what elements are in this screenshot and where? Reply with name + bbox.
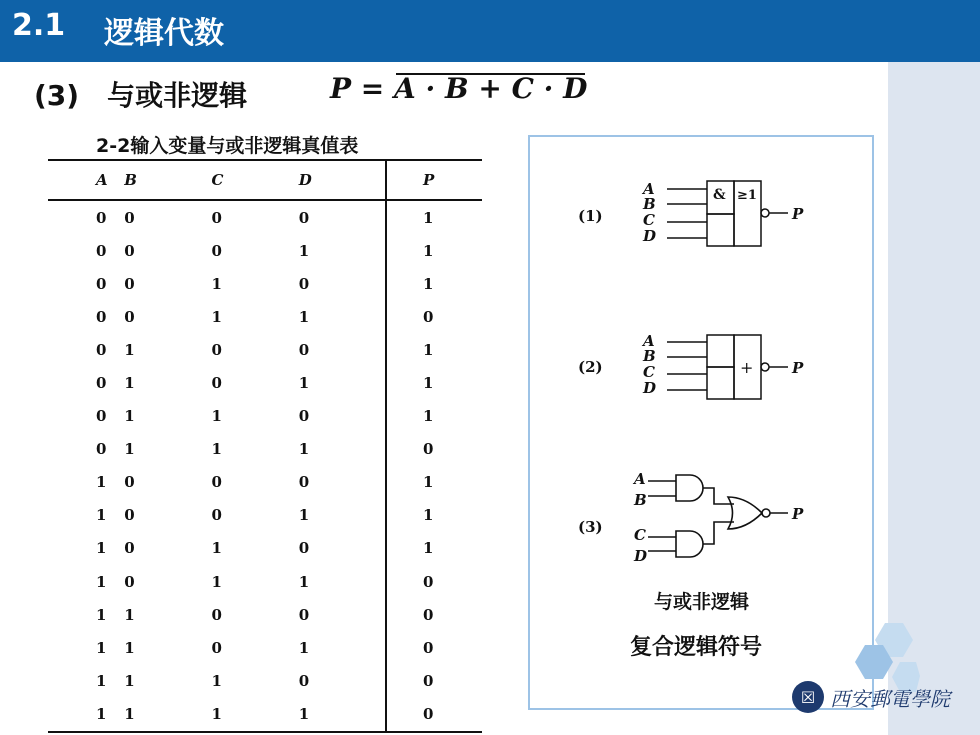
cell-D: 0 — [298, 671, 310, 690]
cell-P: 0 — [386, 664, 482, 697]
cell-P: 1 — [386, 466, 482, 499]
table-row — [48, 267, 482, 300]
symbol-1-input-C: C — [643, 211, 655, 229]
cell-B: 1 — [124, 671, 135, 690]
table-row — [48, 532, 482, 565]
symbol-1-output: P — [792, 205, 804, 223]
symbol-3-output: P — [792, 505, 804, 523]
table-row — [48, 300, 482, 333]
symbol-diagram-box — [528, 135, 874, 710]
cell-B: 1 — [124, 407, 135, 426]
cell-B: 0 — [124, 539, 135, 558]
cell-D: 0 — [298, 605, 310, 624]
cell-A: 0 — [96, 208, 107, 227]
cell-P: 1 — [386, 267, 482, 300]
cell-D: 0 — [298, 473, 310, 492]
table-row — [48, 664, 482, 697]
table-header-row — [48, 160, 482, 200]
section-number: 2.1 — [12, 8, 66, 43]
cell-P: 0 — [386, 565, 482, 598]
symbol-1-label: (1) — [578, 207, 603, 225]
university-emblem-icon: ☒ — [792, 681, 824, 713]
symbol-1-input-D: D — [643, 227, 657, 245]
header-A: A — [48, 160, 123, 200]
table-row — [48, 466, 482, 499]
symbol-3-input-C: C — [634, 526, 646, 544]
cell-A: 1 — [96, 506, 107, 525]
cell-C: 0 — [211, 340, 222, 359]
cell-D: 0 — [298, 274, 310, 293]
cell-B: 0 — [124, 274, 135, 293]
cell-D: 0 — [298, 208, 310, 227]
table-row — [48, 200, 482, 234]
cell-P: 0 — [386, 598, 482, 631]
symbol-1-input-B: B — [643, 195, 656, 213]
cell-B: 0 — [124, 241, 135, 260]
table-row — [48, 234, 482, 267]
symbol-2-input-B: B — [643, 347, 656, 365]
symbol-2-label: (2) — [578, 358, 603, 376]
symbol-2-input-A: A — [643, 332, 655, 350]
cell-C: 0 — [211, 506, 222, 525]
truth-table — [48, 159, 482, 733]
cell-B: 0 — [124, 473, 135, 492]
cell-D: 1 — [298, 374, 310, 393]
caption-and-or-invert: 与或非逻辑 — [654, 591, 750, 613]
cell-B: 1 — [124, 638, 135, 657]
plus-sign: + — [740, 358, 754, 377]
header-bar — [0, 0, 980, 62]
cell-P: 1 — [386, 366, 482, 399]
symbol-3-input-D: D — [634, 547, 648, 565]
symbol-2-gate — [667, 335, 788, 399]
table-row — [48, 598, 482, 631]
cell-D: 1 — [298, 506, 310, 525]
cell-C: 1 — [211, 274, 222, 293]
cell-P: 1 — [386, 234, 482, 267]
cell-C: 0 — [211, 241, 222, 260]
cell-P: 1 — [386, 200, 482, 234]
subtitle-number: (3) — [34, 79, 80, 112]
table-row — [48, 697, 482, 731]
cell-C: 0 — [211, 374, 222, 393]
table-row — [48, 499, 482, 532]
cell-B: 0 — [124, 506, 135, 525]
cell-P: 1 — [386, 532, 482, 565]
cell-D: 1 — [298, 572, 310, 591]
cell-C: 1 — [211, 307, 222, 326]
cell-B: 0 — [124, 572, 135, 591]
cell-C: 1 — [211, 407, 222, 426]
university-name: 西安郵電學院 — [830, 686, 950, 711]
cell-A: 0 — [96, 241, 107, 260]
cell-P: 0 — [386, 631, 482, 664]
cell-B: 1 — [124, 374, 135, 393]
cell-C: 1 — [211, 572, 222, 591]
table-row — [48, 400, 482, 433]
symbol-1-gate — [667, 181, 788, 246]
symbol-3-gates — [648, 475, 788, 557]
table-row — [48, 333, 482, 366]
subtitle-text: 与或非逻辑 — [107, 79, 248, 112]
symbol-3-input-B: B — [634, 491, 647, 509]
cell-C: 1 — [210, 697, 297, 731]
symbol-2-input-D: D — [643, 379, 657, 397]
cell-B: 1 — [124, 605, 135, 624]
cell-D: 0 — [298, 340, 310, 359]
cell-A: 1 — [96, 473, 107, 492]
cell-A: 1 — [48, 697, 123, 731]
cell-D: 0 — [298, 407, 310, 426]
cell-P: 0 — [386, 300, 482, 333]
cell-A: 1 — [96, 671, 107, 690]
cell-P: 1 — [386, 499, 482, 532]
formula-lhs: P = — [330, 72, 385, 105]
cell-B: 0 — [124, 208, 135, 227]
cell-A: 0 — [96, 274, 107, 293]
cell-A: 0 — [96, 374, 107, 393]
cell-D: 1 — [298, 638, 310, 657]
formula-rhs: A · B + C · D — [394, 72, 588, 105]
table-row — [48, 565, 482, 598]
cell-A: 0 — [96, 340, 107, 359]
or-sign: ≥1 — [737, 188, 757, 203]
cell-P: 0 — [386, 433, 482, 466]
cell-B: 1 — [124, 440, 135, 459]
cell-P: 1 — [386, 333, 482, 366]
cell-D: 1 — [298, 307, 310, 326]
logic-symbols — [530, 137, 872, 708]
cell-D: 1 — [298, 241, 310, 260]
slide-title: 逻辑代数 — [104, 16, 224, 51]
cell-D: 1 — [298, 697, 386, 731]
symbol-3-label: (3) — [578, 518, 603, 536]
cell-A: 1 — [96, 638, 107, 657]
cell-B: 0 — [124, 307, 135, 326]
cell-P: 0 — [386, 697, 482, 731]
cell-A: 0 — [96, 307, 107, 326]
header-B: B — [123, 160, 210, 200]
cell-C: 0 — [211, 473, 222, 492]
cell-C: 0 — [211, 208, 222, 227]
cell-D: 1 — [298, 440, 310, 459]
header-C: C — [210, 160, 297, 200]
cell-C: 1 — [211, 440, 222, 459]
table-title: 2-2输入变量与或非逻辑真值表 — [96, 135, 359, 157]
cell-C: 1 — [211, 539, 222, 558]
subtitle — [34, 74, 247, 114]
cell-P: 1 — [386, 400, 482, 433]
cell-B: 1 — [124, 340, 135, 359]
university-logo — [792, 680, 950, 714]
cell-B: 1 — [123, 697, 210, 731]
cell-A: 1 — [96, 605, 107, 624]
symbol-1-input-A: A — [643, 180, 655, 198]
header-D: D — [298, 160, 386, 200]
cell-A: 1 — [96, 539, 107, 558]
cell-A: 1 — [96, 572, 107, 591]
cell-C: 1 — [211, 671, 222, 690]
cell-A: 0 — [96, 440, 107, 459]
table-row — [48, 433, 482, 466]
table-row — [48, 631, 482, 664]
header-P: P — [386, 160, 482, 200]
table-row — [48, 366, 482, 399]
formula — [330, 72, 587, 105]
symbol-2-output: P — [792, 359, 804, 377]
symbol-3-input-A: A — [634, 470, 646, 488]
symbol-2-input-C: C — [643, 363, 655, 381]
caption-composite-symbol: 复合逻辑符号 — [630, 635, 763, 660]
cell-C: 0 — [211, 638, 222, 657]
cell-C: 0 — [211, 605, 222, 624]
cell-A: 0 — [96, 407, 107, 426]
cell-D: 0 — [298, 539, 310, 558]
and-sign: & — [713, 187, 726, 203]
